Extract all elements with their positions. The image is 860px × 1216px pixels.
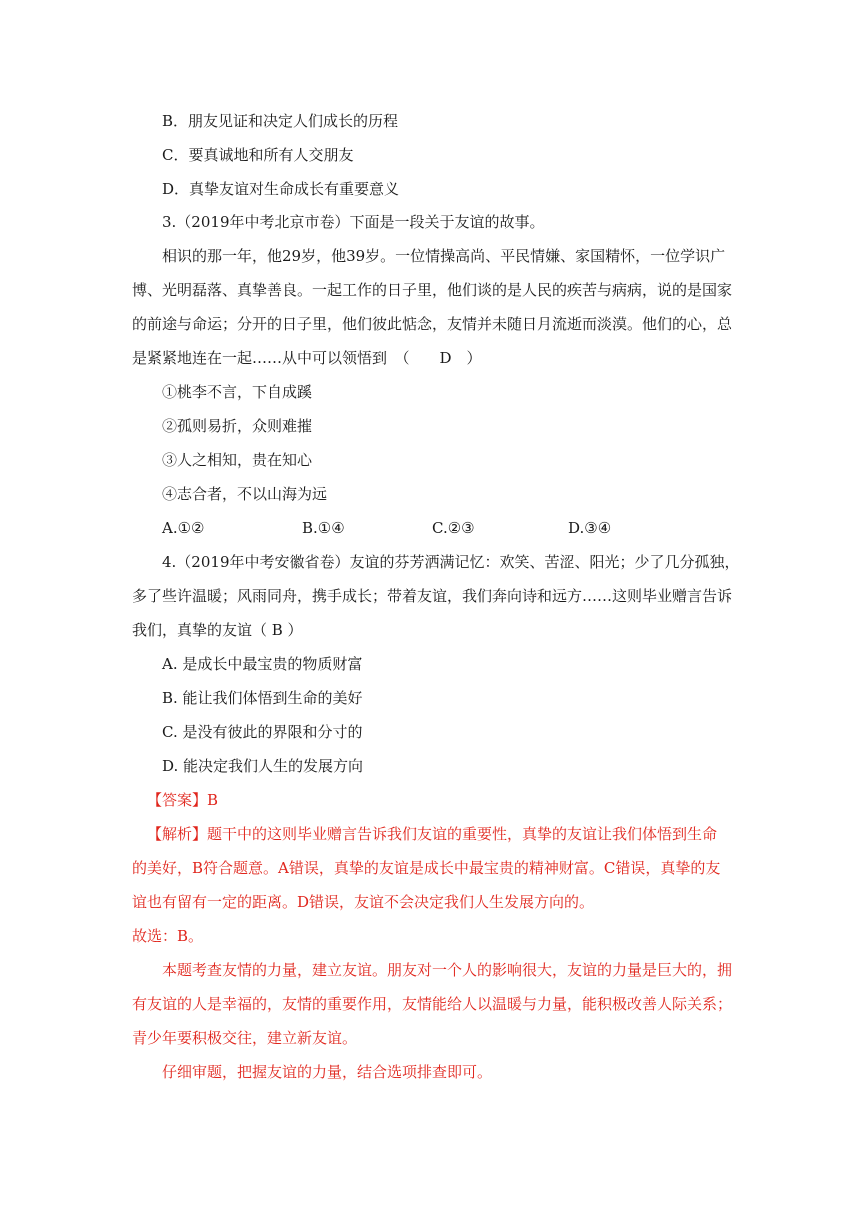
q2-option-c: C．要真诚地和所有人交朋友 <box>162 146 354 164</box>
analysis-line: 的美好，B符合题意。A错误，真挚的友谊是成长中最宝贵的精神财富。C错误，真挚的友 <box>132 859 721 877</box>
analysis-label: 【解析】 <box>147 825 208 843</box>
q3-item: ③人之相知，贵在知心 <box>162 451 313 469</box>
explanation-line: 有友谊的人是幸福的，友情的重要作用，友情能给人以温暖与力量，能积极改善人际关系； <box>132 995 733 1013</box>
q3-passage-line: 博、光明磊落、真挚善良。一起工作的日子里，他们谈的是人民的疾苦与病病，说的是国家 <box>132 281 733 299</box>
q3-item: ①桃李不言，下自成蹊 <box>162 383 313 401</box>
answer-value: B <box>207 791 219 809</box>
q3-choice-a: A.①② <box>162 519 205 537</box>
q3-passage-line: 的前途与命运；分开的日子里，他们彼此惦念，友情并未随日月流逝而淡漠。他们的心，总 <box>132 315 733 333</box>
q3-passage-line: 是紧紧地连在一起……从中可以领悟到 （ D ） <box>132 349 482 367</box>
explanation-line: 青少年要积极交往，建立新友谊。 <box>132 1029 358 1047</box>
q3-choices <box>0 517 860 539</box>
q4-stem-line: 4.（2019年中考安徽省卷）友谊的芬芳洒满记忆：欢笑、苦涩、阳光；少了几分孤独， <box>162 553 740 571</box>
q3-item: ②孤则易折，众则难摧 <box>162 417 313 435</box>
q4-option-c: C. 是没有彼此的界限和分寸的 <box>162 723 363 741</box>
q3-stem: 3.（2019年中考北京市卷）下面是一段关于友谊的故事。 <box>162 213 545 231</box>
q4-option-a: A. 是成长中最宝贵的物质财富 <box>162 655 363 673</box>
answer-label: 【答案】 <box>147 791 208 809</box>
q2-option-d: D．真挚友谊对生命成长有重要意义 <box>162 180 400 198</box>
analysis-conclusion: 故选：B。 <box>132 927 204 945</box>
analysis-text: 题干中的这则毕业赠言告诉我们友谊的重要性，真挚的友谊让我们体悟到生命 <box>207 825 718 843</box>
analysis-line: 谊也有留有一定的距离。D错误，友谊不会决定我们人生发展方向的。 <box>132 893 595 911</box>
q2-option-b: B．朋友见证和决定人们成长的历程 <box>162 112 399 130</box>
q3-choice-b: B.①④ <box>302 519 345 537</box>
analysis-first-line <box>147 823 717 845</box>
explanation-line: 本题考查友情的力量，建立友谊。朋友对一个人的影响很大，友谊的力量是巨大的，拥 <box>162 961 733 979</box>
q3-choice-d: D.③④ <box>568 519 612 537</box>
q3-passage-line: 相识的那一年，他29岁，他39岁。一位情操高尚、平民情嫌、家国精怀，一位学识广 <box>162 247 726 265</box>
q3-item: ④志合者，不以山海为远 <box>162 485 328 503</box>
q4-option-d: D. 能决定我们人生的发展方向 <box>162 757 364 775</box>
answer-line <box>147 789 218 811</box>
q4-stem-line: 多了些许温暖；风雨同舟，携手成长；带着友谊，我们奔向诗和远方……这则毕业赠言告诉 <box>132 587 733 605</box>
q4-stem-line: 我们，真挚的友谊（ B ） <box>132 621 303 639</box>
explanation-tip: 仔细审题，把握友谊的力量，结合选项排查即可。 <box>162 1063 493 1081</box>
q4-option-b: B. 能让我们体悟到生命的美好 <box>162 689 363 707</box>
q3-choice-c: C.②③ <box>432 519 475 537</box>
